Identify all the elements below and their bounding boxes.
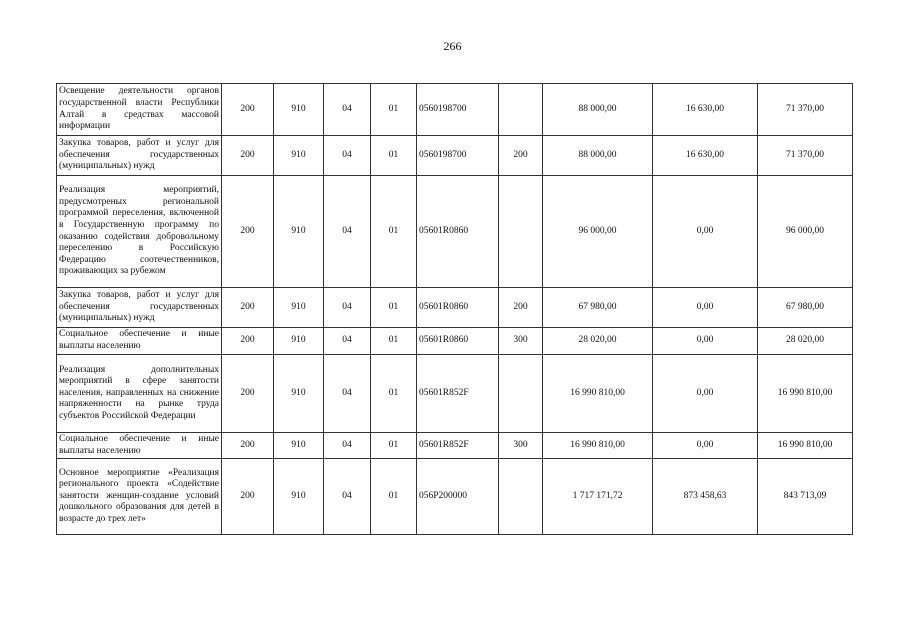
code-cell-2: 910 [274, 433, 324, 459]
code-cell-2: 910 [274, 459, 324, 535]
code-cell-2: 910 [274, 288, 324, 328]
code-cell-2: 910 [274, 136, 324, 176]
code-cell-1: 200 [222, 433, 274, 459]
page-number: 266 [443, 39, 462, 53]
expense-type-cell: 200 [499, 288, 543, 328]
table-row [57, 136, 853, 176]
expense-type-cell [499, 355, 543, 433]
row-name-cell: Закупка товаров, работ и услуг для обеспечения государственных (муниципальных) нужд [57, 136, 222, 176]
amount-cell-1: 67 980,00 [543, 288, 653, 328]
target-article-cell: 05601R852F [417, 355, 499, 433]
amount-cell-1: 96 000,00 [543, 176, 653, 288]
target-article-cell: 05601R852F [417, 433, 499, 459]
table-row [57, 84, 853, 136]
row-name-cell: Реализация мероприятий, предусмотреных региональной программой переселения, включенной в Государственную программу по оказанию содействия добровольному переселению в Российскую Федерацию соотечественников, проживающих за рубежом [57, 176, 222, 288]
amount-cell-1: 88 000,00 [543, 84, 653, 136]
row-name-cell: Закупка товаров, работ и услуг для обеспечения государственных (муниципальных) нужд [57, 288, 222, 328]
target-article-cell: 0560198700 [417, 136, 499, 176]
target-article-cell: 05601R0860 [417, 288, 499, 328]
amount-cell-2: 16 630,00 [653, 136, 758, 176]
table-row [57, 288, 853, 328]
code-cell-3: 04 [324, 136, 371, 176]
code-cell-3: 04 [324, 288, 371, 328]
code-cell-1: 200 [222, 136, 274, 176]
code-cell-2: 910 [274, 328, 324, 355]
row-name-cell: Социальное обеспечение и иные выплаты населению [57, 328, 222, 355]
code-cell-3: 04 [324, 459, 371, 535]
code-cell-4: 01 [371, 433, 417, 459]
expense-type-cell: 300 [499, 433, 543, 459]
target-article-cell: 05601R0860 [417, 176, 499, 288]
code-cell-1: 200 [222, 84, 274, 136]
code-cell-3: 04 [324, 328, 371, 355]
code-cell-3: 04 [324, 84, 371, 136]
row-name-cell: Социальное обеспечение и иные выплаты населению [57, 433, 222, 459]
amount-cell-1: 16 990 810,00 [543, 433, 653, 459]
code-cell-4: 01 [371, 459, 417, 535]
code-cell-3: 04 [324, 176, 371, 288]
amount-cell-3: 843 713,09 [758, 459, 853, 535]
amount-cell-2: 0,00 [653, 328, 758, 355]
row-name-cell: Основное мероприятие «Реализация регионального проекта «Содействие занятости женщин-создание условий дошкольного образования для детей в возрасте до трех лет» [57, 459, 222, 535]
amount-cell-3: 67 980,00 [758, 288, 853, 328]
code-cell-4: 01 [371, 355, 417, 433]
code-cell-4: 01 [371, 84, 417, 136]
target-article-cell: 0560198700 [417, 84, 499, 136]
code-cell-4: 01 [371, 288, 417, 328]
code-cell-1: 200 [222, 176, 274, 288]
code-cell-3: 04 [324, 355, 371, 433]
table-row [57, 355, 853, 433]
table-row [57, 433, 853, 459]
amount-cell-3: 71 370,00 [758, 136, 853, 176]
amount-cell-3: 16 990 810,00 [758, 433, 853, 459]
table-row [57, 459, 853, 535]
code-cell-4: 01 [371, 176, 417, 288]
amount-cell-2: 0,00 [653, 355, 758, 433]
amount-cell-1: 1 717 171,72 [543, 459, 653, 535]
expense-type-cell [499, 459, 543, 535]
amount-cell-3: 71 370,00 [758, 84, 853, 136]
expense-type-cell [499, 84, 543, 136]
code-cell-1: 200 [222, 288, 274, 328]
table-row [57, 176, 853, 288]
amount-cell-3: 28 020,00 [758, 328, 853, 355]
amount-cell-1: 28 020,00 [543, 328, 653, 355]
code-cell-2: 910 [274, 176, 324, 288]
amount-cell-2: 0,00 [653, 288, 758, 328]
code-cell-4: 01 [371, 136, 417, 176]
code-cell-1: 200 [222, 328, 274, 355]
row-name-cell: Реализация дополнительных мероприятий в сфере занятости населения, направленных на снижение напряженности на рынке труда субъектов Российской Федерации [57, 355, 222, 433]
code-cell-4: 01 [371, 328, 417, 355]
expense-type-cell: 200 [499, 136, 543, 176]
amount-cell-2: 873 458,63 [653, 459, 758, 535]
table-row [57, 328, 853, 355]
amount-cell-2: 0,00 [653, 433, 758, 459]
amount-cell-2: 0,00 [653, 176, 758, 288]
amount-cell-1: 88 000,00 [543, 136, 653, 176]
target-article-cell: 056P200000 [417, 459, 499, 535]
target-article-cell: 05601R0860 [417, 328, 499, 355]
expense-type-cell [499, 176, 543, 288]
code-cell-1: 200 [222, 355, 274, 433]
row-name-cell: Освещение деятельности органов государственной власти Республики Алтай в средствах массовой информации [57, 84, 222, 136]
code-cell-2: 910 [274, 355, 324, 433]
amount-cell-3: 96 000,00 [758, 176, 853, 288]
amount-cell-2: 16 630,00 [653, 84, 758, 136]
code-cell-1: 200 [222, 459, 274, 535]
code-cell-3: 04 [324, 433, 371, 459]
budget-table [56, 83, 853, 535]
code-cell-2: 910 [274, 84, 324, 136]
expense-type-cell: 300 [499, 328, 543, 355]
amount-cell-3: 16 990 810,00 [758, 355, 853, 433]
amount-cell-1: 16 990 810,00 [543, 355, 653, 433]
